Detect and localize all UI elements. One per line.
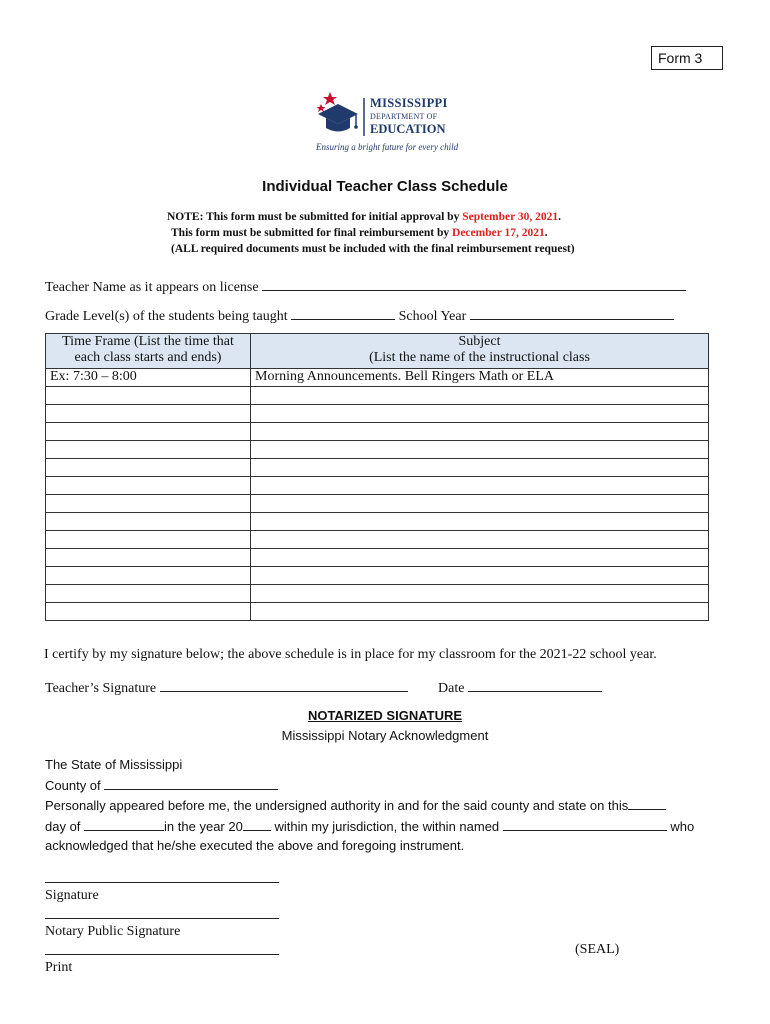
day-number-blank[interactable]: [628, 797, 666, 810]
subject-cell[interactable]: [251, 495, 709, 513]
time-frame-cell[interactable]: [46, 441, 251, 459]
table-header-row: [46, 334, 709, 369]
time-frame-cell[interactable]: [46, 603, 251, 621]
named-person-blank[interactable]: [503, 818, 667, 831]
schedule-table: [45, 333, 709, 621]
logo-line-1: MISSISSIPPI: [370, 96, 448, 110]
teacher-name-blank[interactable]: [262, 276, 686, 291]
teacher-name-label: Teacher Name as it appears on license: [45, 280, 259, 295]
table-row: [46, 387, 709, 405]
county-blank[interactable]: [104, 777, 278, 790]
subject-cell[interactable]: [251, 405, 709, 423]
county-label: County of: [45, 778, 101, 793]
table-row: [46, 513, 709, 531]
month-blank[interactable]: [84, 818, 164, 831]
form-number-box: Form 3: [651, 46, 723, 70]
teacher-name-field: [45, 276, 686, 296]
note-line-3: (ALL required documents must be included with the final reimbursement request): [171, 243, 575, 255]
print-line[interactable]: [45, 954, 279, 955]
signature-line[interactable]: [45, 882, 279, 883]
example-time-cell[interactable]: Ex: 7:30 – 8:00: [46, 369, 251, 387]
subject-header: Subject (List the name of the instructional class: [251, 334, 709, 369]
time-frame-cell[interactable]: [46, 513, 251, 531]
time-frame-cell[interactable]: [46, 423, 251, 441]
table-row: [46, 495, 709, 513]
table-row: [46, 405, 709, 423]
time-frame-cell[interactable]: [46, 405, 251, 423]
table-row: [46, 477, 709, 495]
subject-cell[interactable]: [251, 531, 709, 549]
time-frame-cell[interactable]: [46, 585, 251, 603]
date-label: Date: [438, 681, 465, 696]
school-year-label: School Year: [398, 309, 467, 324]
table-row: [46, 567, 709, 585]
notary-paragraph-2: day of in the year 20 within my jurisdiction, the within named who: [45, 819, 695, 834]
table-row: [46, 369, 709, 387]
date-field: [438, 677, 602, 697]
certification-text: I certify by my signature below; the above schedule is in place for my classroom for the 2021-22 school year.: [44, 647, 657, 662]
signature-label: Signature: [45, 888, 99, 903]
time-frame-cell[interactable]: [46, 459, 251, 477]
notary-signature-line[interactable]: [45, 918, 279, 919]
page-title: Individual Teacher Class Schedule: [262, 178, 508, 195]
grade-level-blank[interactable]: [291, 305, 395, 320]
time-frame-cell[interactable]: [46, 495, 251, 513]
seal-label: (SEAL): [575, 942, 620, 957]
table-row: [46, 585, 709, 603]
table-row: [46, 441, 709, 459]
time-frame-header: Time Frame (List the time that each class starts and ends): [46, 334, 251, 369]
logo-line-2: DEPARTMENT OF: [370, 112, 438, 121]
date-blank[interactable]: [468, 677, 602, 692]
reimbursement-deadline: December 17, 2021: [452, 227, 545, 239]
school-year-blank[interactable]: [470, 305, 674, 320]
notary-subtitle: Mississippi Notary Acknowledgment: [281, 728, 489, 743]
approval-deadline: September 30, 2021: [462, 211, 559, 223]
teacher-signature-field: [45, 677, 408, 697]
subject-cell[interactable]: [251, 603, 709, 621]
subject-cell[interactable]: [251, 423, 709, 441]
subject-cell[interactable]: [251, 513, 709, 531]
notary-signature-label: Notary Public Signature: [45, 924, 181, 939]
subject-cell[interactable]: [251, 387, 709, 405]
logo-line-3: EDUCATION: [370, 122, 446, 136]
time-frame-cell[interactable]: [46, 567, 251, 585]
year-blank[interactable]: [243, 818, 271, 831]
table-row: [46, 603, 709, 621]
table-row: [46, 459, 709, 477]
subject-cell[interactable]: [251, 441, 709, 459]
teacher-signature-blank[interactable]: [160, 677, 408, 692]
note-line-2: This form must be submitted for final reimbursement by December 17, 2021.: [171, 227, 548, 239]
subject-cell[interactable]: [251, 477, 709, 495]
empty-rows: [46, 387, 709, 621]
example-subject-cell[interactable]: Morning Announcements. Bell Ringers Math or ELA: [251, 369, 709, 387]
print-label: Print: [45, 960, 73, 975]
time-frame-cell[interactable]: [46, 477, 251, 495]
teacher-signature-label: Teacher’s Signature: [45, 681, 157, 696]
subject-cell[interactable]: [251, 567, 709, 585]
logo-tagline: Ensuring a bright future for every child: [316, 142, 459, 152]
notary-paragraph-3: acknowledged that he/she executed the above and foregoing instrument.: [45, 838, 465, 853]
mde-logo: [312, 90, 462, 158]
time-frame-cell[interactable]: [46, 531, 251, 549]
grade-level-field: [45, 305, 674, 325]
subject-cell[interactable]: [251, 459, 709, 477]
time-frame-cell[interactable]: [46, 549, 251, 567]
table-row: [46, 423, 709, 441]
note-line-1: NOTE: This form must be submitted for initial approval by September 30, 2021.: [167, 211, 562, 223]
table-row: [46, 549, 709, 567]
notary-county-field: [45, 777, 278, 793]
notary-state: The State of Mississippi: [45, 757, 183, 772]
subject-cell[interactable]: [251, 549, 709, 567]
table-row: [46, 531, 709, 549]
notary-title: NOTARIZED SIGNATURE: [307, 708, 463, 723]
time-frame-cell[interactable]: [46, 387, 251, 405]
subject-cell[interactable]: [251, 585, 709, 603]
notary-paragraph-1: Personally appeared before me, the undersigned authority in and for the said county and state on this: [45, 797, 666, 813]
grade-level-label: Grade Level(s) of the students being taught: [45, 309, 288, 324]
